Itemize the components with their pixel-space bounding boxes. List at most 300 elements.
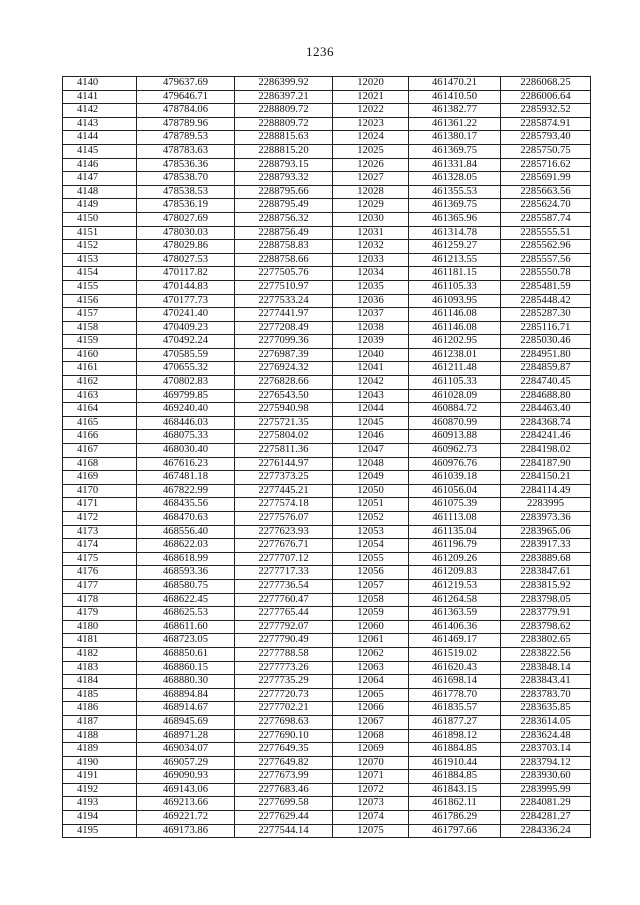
y-coordinate-left-cell: 2277699.58 — [235, 797, 333, 811]
y-coordinate-left-cell: 2277629.44 — [235, 811, 333, 825]
point-id-left-cell: 4143 — [63, 117, 137, 131]
x-coordinate-left-cell: 478030.03 — [137, 226, 235, 240]
y-coordinate-left-cell: 2276828.66 — [235, 376, 333, 390]
table-row — [63, 117, 591, 131]
point-id-left-cell: 4178 — [63, 593, 137, 607]
point-id-left-cell: 4175 — [63, 552, 137, 566]
y-coordinate-right-cell: 2284114.49 — [501, 484, 591, 498]
x-coordinate-right-cell: 461355.53 — [409, 185, 501, 199]
x-coordinate-right-cell: 460913.88 — [409, 430, 501, 444]
y-coordinate-left-cell: 2276987.39 — [235, 348, 333, 362]
x-coordinate-right-cell: 461105.33 — [409, 280, 501, 294]
point-id-left-cell: 4182 — [63, 647, 137, 661]
y-coordinate-left-cell: 2277576.07 — [235, 512, 333, 526]
x-coordinate-right-cell: 461314.78 — [409, 226, 501, 240]
x-coordinate-right-cell: 461328.05 — [409, 172, 501, 186]
y-coordinate-right-cell: 2283848.14 — [501, 661, 591, 675]
y-coordinate-right-cell: 2283973.36 — [501, 512, 591, 526]
point-id-right-cell: 12075 — [333, 824, 409, 838]
y-coordinate-right-cell: 2284241.46 — [501, 430, 591, 444]
point-id-right-cell: 12053 — [333, 525, 409, 539]
point-id-left-cell: 4168 — [63, 457, 137, 471]
y-coordinate-left-cell: 2277720.73 — [235, 688, 333, 702]
x-coordinate-right-cell: 461365.96 — [409, 212, 501, 226]
y-coordinate-right-cell: 2283783.70 — [501, 688, 591, 702]
x-coordinate-left-cell: 469799.85 — [137, 389, 235, 403]
y-coordinate-left-cell: 2277099.36 — [235, 335, 333, 349]
x-coordinate-right-cell: 461056.04 — [409, 484, 501, 498]
table-row — [63, 172, 591, 186]
point-id-right-cell: 12025 — [333, 144, 409, 158]
x-coordinate-right-cell: 461363.59 — [409, 607, 501, 621]
y-coordinate-left-cell: 2288793.15 — [235, 158, 333, 172]
point-id-right-cell: 12062 — [333, 647, 409, 661]
x-coordinate-left-cell: 468850.61 — [137, 647, 235, 661]
table-row — [63, 688, 591, 702]
y-coordinate-left-cell: 2275940.98 — [235, 403, 333, 417]
y-coordinate-left-cell: 2286397.21 — [235, 90, 333, 104]
table-row — [63, 348, 591, 362]
y-coordinate-right-cell: 2284150.21 — [501, 471, 591, 485]
y-coordinate-right-cell: 2283798.05 — [501, 593, 591, 607]
table-row — [63, 661, 591, 675]
point-id-left-cell: 4170 — [63, 484, 137, 498]
y-coordinate-left-cell: 2277208.49 — [235, 321, 333, 335]
point-id-right-cell: 12061 — [333, 634, 409, 648]
point-id-left-cell: 4140 — [63, 77, 137, 91]
x-coordinate-left-cell: 469221.72 — [137, 811, 235, 825]
y-coordinate-right-cell: 2283624.48 — [501, 729, 591, 743]
y-coordinate-right-cell: 2284740.45 — [501, 376, 591, 390]
point-id-right-cell: 12043 — [333, 389, 409, 403]
table-row — [63, 403, 591, 417]
point-id-right-cell: 12070 — [333, 756, 409, 770]
x-coordinate-left-cell: 478538.70 — [137, 172, 235, 186]
point-id-right-cell: 12051 — [333, 498, 409, 512]
point-id-left-cell: 4181 — [63, 634, 137, 648]
page-number: 1236 — [306, 44, 334, 59]
point-id-left-cell: 4142 — [63, 104, 137, 118]
table-row — [63, 512, 591, 526]
y-coordinate-right-cell: 2283822.56 — [501, 647, 591, 661]
point-id-left-cell: 4186 — [63, 702, 137, 716]
x-coordinate-left-cell: 478784.06 — [137, 104, 235, 118]
coordinates-table — [62, 76, 591, 838]
table-row — [63, 185, 591, 199]
x-coordinate-left-cell: 468618.99 — [137, 552, 235, 566]
point-id-right-cell: 12044 — [333, 403, 409, 417]
point-id-right-cell: 12031 — [333, 226, 409, 240]
x-coordinate-right-cell: 461410.50 — [409, 90, 501, 104]
y-coordinate-right-cell: 2285691.99 — [501, 172, 591, 186]
point-id-left-cell: 4183 — [63, 661, 137, 675]
y-coordinate-right-cell: 2284463.40 — [501, 403, 591, 417]
point-id-left-cell: 4141 — [63, 90, 137, 104]
y-coordinate-left-cell: 2288815.63 — [235, 131, 333, 145]
y-coordinate-left-cell: 2277574.18 — [235, 498, 333, 512]
point-id-right-cell: 12040 — [333, 348, 409, 362]
y-coordinate-right-cell: 2283930.60 — [501, 770, 591, 784]
x-coordinate-right-cell: 461264.58 — [409, 593, 501, 607]
table-row — [63, 593, 591, 607]
point-id-left-cell: 4194 — [63, 811, 137, 825]
y-coordinate-right-cell: 2284688.80 — [501, 389, 591, 403]
table-row — [63, 144, 591, 158]
y-coordinate-right-cell: 2285481.59 — [501, 280, 591, 294]
point-id-right-cell: 12041 — [333, 362, 409, 376]
x-coordinate-left-cell: 470117.82 — [137, 267, 235, 281]
point-id-right-cell: 12071 — [333, 770, 409, 784]
y-coordinate-right-cell: 2285793.40 — [501, 131, 591, 145]
y-coordinate-left-cell: 2288795.66 — [235, 185, 333, 199]
point-id-left-cell: 4195 — [63, 824, 137, 838]
y-coordinate-right-cell: 2286068.25 — [501, 77, 591, 91]
table-row — [63, 267, 591, 281]
x-coordinate-left-cell: 478783.63 — [137, 144, 235, 158]
x-coordinate-right-cell: 461211.48 — [409, 362, 501, 376]
table-row — [63, 131, 591, 145]
point-id-left-cell: 4189 — [63, 743, 137, 757]
point-id-left-cell: 4191 — [63, 770, 137, 784]
table-row — [63, 104, 591, 118]
table-row — [63, 770, 591, 784]
y-coordinate-right-cell: 2283798.62 — [501, 620, 591, 634]
point-id-left-cell: 4166 — [63, 430, 137, 444]
point-id-left-cell: 4164 — [63, 403, 137, 417]
y-coordinate-right-cell: 2285750.75 — [501, 144, 591, 158]
table-row — [63, 647, 591, 661]
point-id-right-cell: 12049 — [333, 471, 409, 485]
x-coordinate-left-cell: 470585.59 — [137, 348, 235, 362]
point-id-right-cell: 12021 — [333, 90, 409, 104]
point-id-right-cell: 12069 — [333, 743, 409, 757]
x-coordinate-left-cell: 468593.36 — [137, 566, 235, 580]
point-id-left-cell: 4145 — [63, 144, 137, 158]
y-coordinate-left-cell: 2277717.33 — [235, 566, 333, 580]
y-coordinate-left-cell: 2277683.46 — [235, 783, 333, 797]
y-coordinate-left-cell: 2277792.07 — [235, 620, 333, 634]
table-row — [63, 525, 591, 539]
point-id-left-cell: 4193 — [63, 797, 137, 811]
table-row — [63, 362, 591, 376]
point-id-left-cell: 4192 — [63, 783, 137, 797]
y-coordinate-left-cell: 2277623.93 — [235, 525, 333, 539]
point-id-left-cell: 4188 — [63, 729, 137, 743]
y-coordinate-right-cell: 2285555.51 — [501, 226, 591, 240]
y-coordinate-right-cell: 2283965.06 — [501, 525, 591, 539]
x-coordinate-right-cell: 461884.85 — [409, 770, 501, 784]
y-coordinate-right-cell: 2285624.70 — [501, 199, 591, 213]
point-id-left-cell: 4176 — [63, 566, 137, 580]
y-coordinate-left-cell: 2275804.02 — [235, 430, 333, 444]
point-id-right-cell: 12067 — [333, 715, 409, 729]
x-coordinate-right-cell: 461369.75 — [409, 144, 501, 158]
point-id-left-cell: 4167 — [63, 444, 137, 458]
table-row — [63, 294, 591, 308]
table-row — [63, 620, 591, 634]
point-id-right-cell: 12020 — [333, 77, 409, 91]
point-id-right-cell: 12035 — [333, 280, 409, 294]
x-coordinate-left-cell: 468435.56 — [137, 498, 235, 512]
point-id-left-cell: 4179 — [63, 607, 137, 621]
table-row — [63, 756, 591, 770]
x-coordinate-left-cell: 469240.40 — [137, 403, 235, 417]
y-coordinate-left-cell: 2277760.47 — [235, 593, 333, 607]
x-coordinate-left-cell: 478027.53 — [137, 253, 235, 267]
point-id-right-cell: 12030 — [333, 212, 409, 226]
table-row — [63, 702, 591, 716]
y-coordinate-left-cell: 2277649.35 — [235, 743, 333, 757]
point-id-left-cell: 4157 — [63, 308, 137, 322]
y-coordinate-right-cell: 2283635.85 — [501, 702, 591, 716]
table-row — [63, 498, 591, 512]
x-coordinate-left-cell: 468030.40 — [137, 444, 235, 458]
x-coordinate-right-cell: 461862.11 — [409, 797, 501, 811]
table-row — [63, 539, 591, 553]
x-coordinate-left-cell: 468470.63 — [137, 512, 235, 526]
table-row — [63, 484, 591, 498]
y-coordinate-left-cell: 2277773.26 — [235, 661, 333, 675]
table-row — [63, 240, 591, 254]
point-id-left-cell: 4153 — [63, 253, 137, 267]
x-coordinate-right-cell: 461470.21 — [409, 77, 501, 91]
y-coordinate-left-cell: 2277736.54 — [235, 579, 333, 593]
point-id-right-cell: 12063 — [333, 661, 409, 675]
point-id-left-cell: 4156 — [63, 294, 137, 308]
x-coordinate-right-cell: 461213.55 — [409, 253, 501, 267]
y-coordinate-right-cell: 2284281.27 — [501, 811, 591, 825]
table-row — [63, 743, 591, 757]
table-row — [63, 729, 591, 743]
x-coordinate-left-cell: 468945.69 — [137, 715, 235, 729]
point-id-left-cell: 4152 — [63, 240, 137, 254]
point-id-right-cell: 12024 — [333, 131, 409, 145]
y-coordinate-left-cell: 2277702.21 — [235, 702, 333, 716]
point-id-left-cell: 4155 — [63, 280, 137, 294]
y-coordinate-right-cell: 2284336.24 — [501, 824, 591, 838]
x-coordinate-left-cell: 468622.03 — [137, 539, 235, 553]
point-id-right-cell: 12068 — [333, 729, 409, 743]
point-id-left-cell: 4184 — [63, 675, 137, 689]
y-coordinate-left-cell: 2276144.97 — [235, 457, 333, 471]
point-id-right-cell: 12039 — [333, 335, 409, 349]
y-coordinate-left-cell: 2288795.49 — [235, 199, 333, 213]
table-row — [63, 376, 591, 390]
y-coordinate-right-cell: 2285587.74 — [501, 212, 591, 226]
point-id-left-cell: 4174 — [63, 539, 137, 553]
y-coordinate-right-cell: 2285550.78 — [501, 267, 591, 281]
x-coordinate-left-cell: 478536.36 — [137, 158, 235, 172]
x-coordinate-left-cell: 479637.69 — [137, 77, 235, 91]
point-id-left-cell: 4158 — [63, 321, 137, 335]
y-coordinate-left-cell: 2277735.29 — [235, 675, 333, 689]
x-coordinate-right-cell: 460976.76 — [409, 457, 501, 471]
y-coordinate-left-cell: 2277544.14 — [235, 824, 333, 838]
x-coordinate-left-cell: 468622.45 — [137, 593, 235, 607]
x-coordinate-right-cell: 461331.84 — [409, 158, 501, 172]
x-coordinate-right-cell: 460870.99 — [409, 416, 501, 430]
y-coordinate-right-cell: 2283815.92 — [501, 579, 591, 593]
x-coordinate-left-cell: 479646.71 — [137, 90, 235, 104]
x-coordinate-left-cell: 467481.18 — [137, 471, 235, 485]
y-coordinate-right-cell: 2283802.65 — [501, 634, 591, 648]
point-id-right-cell: 12042 — [333, 376, 409, 390]
table-row — [63, 797, 591, 811]
x-coordinate-right-cell: 461898.12 — [409, 729, 501, 743]
point-id-left-cell: 4163 — [63, 389, 137, 403]
x-coordinate-left-cell: 467822.99 — [137, 484, 235, 498]
point-id-left-cell: 4154 — [63, 267, 137, 281]
x-coordinate-right-cell: 461843.15 — [409, 783, 501, 797]
table-row — [63, 253, 591, 267]
y-coordinate-left-cell: 2288809.72 — [235, 117, 333, 131]
point-id-right-cell: 12036 — [333, 294, 409, 308]
point-id-left-cell: 4190 — [63, 756, 137, 770]
y-coordinate-left-cell: 2277373.25 — [235, 471, 333, 485]
table-row — [63, 675, 591, 689]
table-row — [63, 321, 591, 335]
x-coordinate-left-cell: 470409.23 — [137, 321, 235, 335]
x-coordinate-left-cell: 469213.66 — [137, 797, 235, 811]
y-coordinate-left-cell: 2277533.24 — [235, 294, 333, 308]
table-row — [63, 199, 591, 213]
y-coordinate-right-cell: 2285287.30 — [501, 308, 591, 322]
y-coordinate-left-cell: 2277505.76 — [235, 267, 333, 281]
point-id-left-cell: 4173 — [63, 525, 137, 539]
y-coordinate-left-cell: 2288756.32 — [235, 212, 333, 226]
point-id-left-cell: 4165 — [63, 416, 137, 430]
point-id-right-cell: 12057 — [333, 579, 409, 593]
y-coordinate-left-cell: 2275721.35 — [235, 416, 333, 430]
y-coordinate-left-cell: 2277445.21 — [235, 484, 333, 498]
x-coordinate-right-cell: 461146.08 — [409, 321, 501, 335]
point-id-right-cell: 12032 — [333, 240, 409, 254]
y-coordinate-left-cell: 2288809.72 — [235, 104, 333, 118]
y-coordinate-left-cell: 2288758.83 — [235, 240, 333, 254]
point-id-left-cell: 4148 — [63, 185, 137, 199]
y-coordinate-right-cell: 2283614.05 — [501, 715, 591, 729]
point-id-right-cell: 12034 — [333, 267, 409, 281]
y-coordinate-left-cell: 2277510.97 — [235, 280, 333, 294]
y-coordinate-left-cell: 2277698.63 — [235, 715, 333, 729]
x-coordinate-left-cell: 468723.05 — [137, 634, 235, 648]
x-coordinate-left-cell: 468075.33 — [137, 430, 235, 444]
point-id-right-cell: 12026 — [333, 158, 409, 172]
point-id-right-cell: 12073 — [333, 797, 409, 811]
table-row — [63, 824, 591, 838]
x-coordinate-left-cell: 468556.40 — [137, 525, 235, 539]
point-id-right-cell: 12037 — [333, 308, 409, 322]
y-coordinate-right-cell: 2285116.71 — [501, 321, 591, 335]
y-coordinate-right-cell: 2283779.91 — [501, 607, 591, 621]
y-coordinate-right-cell: 2283794.12 — [501, 756, 591, 770]
x-coordinate-right-cell: 461778.70 — [409, 688, 501, 702]
y-coordinate-left-cell: 2277790.49 — [235, 634, 333, 648]
x-coordinate-right-cell: 461835.57 — [409, 702, 501, 716]
table-row — [63, 77, 591, 91]
point-id-left-cell: 4187 — [63, 715, 137, 729]
y-coordinate-right-cell: 2285030.46 — [501, 335, 591, 349]
y-coordinate-left-cell: 2288815.20 — [235, 144, 333, 158]
table-row — [63, 280, 591, 294]
y-coordinate-right-cell: 2285557.56 — [501, 253, 591, 267]
y-coordinate-right-cell: 2284859.87 — [501, 362, 591, 376]
table-row — [63, 444, 591, 458]
x-coordinate-left-cell: 470802.83 — [137, 376, 235, 390]
point-id-left-cell: 4169 — [63, 471, 137, 485]
x-coordinate-right-cell: 461469.17 — [409, 634, 501, 648]
y-coordinate-left-cell: 2275811.36 — [235, 444, 333, 458]
y-coordinate-left-cell: 2277676.71 — [235, 539, 333, 553]
y-coordinate-right-cell: 2283917.33 — [501, 539, 591, 553]
x-coordinate-right-cell: 461146.08 — [409, 308, 501, 322]
x-coordinate-right-cell: 461135.04 — [409, 525, 501, 539]
x-coordinate-left-cell: 478789.96 — [137, 117, 235, 131]
table-row — [63, 471, 591, 485]
y-coordinate-left-cell: 2277649.82 — [235, 756, 333, 770]
table-row — [63, 226, 591, 240]
y-coordinate-right-cell: 2283703.14 — [501, 743, 591, 757]
point-id-left-cell: 4180 — [63, 620, 137, 634]
table-row — [63, 715, 591, 729]
x-coordinate-right-cell: 461259.27 — [409, 240, 501, 254]
x-coordinate-left-cell: 470492.24 — [137, 335, 235, 349]
point-id-left-cell: 4161 — [63, 362, 137, 376]
y-coordinate-left-cell: 2276924.32 — [235, 362, 333, 376]
x-coordinate-right-cell: 461202.95 — [409, 335, 501, 349]
point-id-right-cell: 12022 — [333, 104, 409, 118]
y-coordinate-left-cell: 2288756.49 — [235, 226, 333, 240]
x-coordinate-right-cell: 461620.43 — [409, 661, 501, 675]
point-id-left-cell: 4160 — [63, 348, 137, 362]
x-coordinate-right-cell: 461786.29 — [409, 811, 501, 825]
y-coordinate-right-cell: 2284198.02 — [501, 444, 591, 458]
point-id-right-cell: 12050 — [333, 484, 409, 498]
point-id-right-cell: 12048 — [333, 457, 409, 471]
x-coordinate-left-cell: 468611.60 — [137, 620, 235, 634]
y-coordinate-left-cell: 2277441.97 — [235, 308, 333, 322]
y-coordinate-right-cell: 2283889.68 — [501, 552, 591, 566]
table-row — [63, 566, 591, 580]
y-coordinate-left-cell: 2277690.10 — [235, 729, 333, 743]
table-row — [63, 552, 591, 566]
point-id-left-cell: 4172 — [63, 512, 137, 526]
x-coordinate-left-cell: 468625.53 — [137, 607, 235, 621]
point-id-left-cell: 4177 — [63, 579, 137, 593]
y-coordinate-right-cell: 2285716.62 — [501, 158, 591, 172]
x-coordinate-right-cell: 461209.26 — [409, 552, 501, 566]
table-body — [63, 77, 591, 838]
x-coordinate-left-cell: 469057.29 — [137, 756, 235, 770]
x-coordinate-left-cell: 470144.83 — [137, 280, 235, 294]
x-coordinate-right-cell: 461380.17 — [409, 131, 501, 145]
table-row — [63, 579, 591, 593]
table-row — [63, 308, 591, 322]
x-coordinate-right-cell: 461519.02 — [409, 647, 501, 661]
point-id-right-cell: 12028 — [333, 185, 409, 199]
point-id-right-cell: 12023 — [333, 117, 409, 131]
y-coordinate-right-cell: 2285448.42 — [501, 294, 591, 308]
x-coordinate-right-cell: 460884.72 — [409, 403, 501, 417]
y-coordinate-right-cell: 2283995.99 — [501, 783, 591, 797]
point-id-right-cell: 12027 — [333, 172, 409, 186]
point-id-right-cell: 12038 — [333, 321, 409, 335]
x-coordinate-right-cell: 461028.09 — [409, 389, 501, 403]
table-row — [63, 212, 591, 226]
y-coordinate-left-cell: 2288758.66 — [235, 253, 333, 267]
table-row — [63, 90, 591, 104]
point-id-right-cell: 12059 — [333, 607, 409, 621]
